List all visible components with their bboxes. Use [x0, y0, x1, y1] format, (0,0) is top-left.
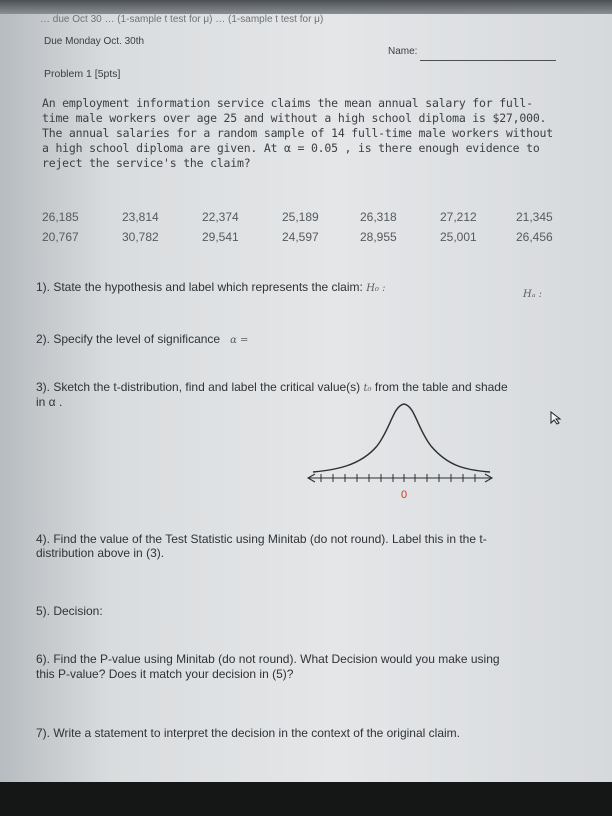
salary-row-2	[42, 230, 572, 246]
salary-value: 25,189	[282, 210, 319, 224]
paragraph-line: The annual salaries for a random sample of 14 full-time male workers without	[42, 126, 553, 140]
problem-paragraph	[42, 96, 587, 171]
alpha-symbol: α =	[230, 335, 249, 346]
salary-value: 25,001	[440, 230, 477, 244]
center-zero-label: 0	[400, 489, 408, 501]
h0-symbol: H₀ :	[366, 283, 386, 294]
header-strip: … due Oct 30 … (1-sample t test for μ) … (1-sample t test for μ)	[40, 14, 324, 25]
question-2	[36, 332, 248, 348]
salary-row-1	[42, 210, 572, 226]
question-3-line-2: in α .	[36, 395, 63, 409]
mouse-cursor-icon	[549, 411, 563, 425]
salary-value: 26,318	[360, 210, 397, 224]
salary-value: 22,374	[202, 210, 239, 224]
question-4-line-2: distribution above in (3).	[36, 546, 165, 560]
t-curve	[313, 404, 490, 472]
paragraph-line: a high school diploma are given. At α = 0.05 , is there enough evidence to	[42, 141, 540, 155]
page-top-edge	[0, 0, 612, 14]
salary-value: 20,767	[42, 230, 79, 244]
paragraph-line: reject the service's the claim?	[42, 156, 251, 170]
question-2-text: 2). Specify the level of significance	[36, 332, 221, 346]
salary-value: 27,212	[440, 210, 477, 224]
question-3	[36, 380, 508, 396]
ha-label	[523, 286, 542, 302]
t-distribution-graph	[305, 398, 500, 503]
ha-symbol: Hₐ :	[523, 289, 543, 300]
salary-value: 21,345	[516, 210, 553, 224]
due-date: Due Monday Oct. 30th	[44, 36, 145, 47]
name-label: Name:	[388, 46, 418, 57]
question-4: 4). Find the value of the Test Statistic using Minitab (do not round). Label this in the t-	[36, 532, 487, 546]
page-bottom-shadow	[0, 782, 612, 816]
salary-value: 23,814	[122, 210, 159, 224]
question-1	[36, 280, 385, 296]
salary-value: 26,185	[42, 210, 79, 224]
name-line	[420, 60, 556, 61]
question-6-line-2: this P-value? Does it match your decision in (5)?	[36, 667, 294, 681]
salary-value: 24,597	[282, 230, 319, 244]
question-5: 5). Decision:	[36, 604, 103, 618]
question-6: 6). Find the P-value using Minitab (do not round). What Decision would you make using	[36, 652, 500, 666]
question-3-text: 3). Sketch the t-distribution, find and label the critical value(s)	[36, 380, 361, 394]
paragraph-line: time male workers over age 25 and without a high school diploma is $27,000.	[42, 111, 547, 125]
salary-value: 28,955	[360, 230, 397, 244]
salary-value: 26,456	[516, 230, 553, 244]
question-3-text-b: from the table and shade	[374, 380, 508, 394]
problem-title: Problem 1 [5pts]	[44, 68, 121, 80]
question-7: 7). Write a statement to interpret the decision in the context of the original claim.	[36, 726, 460, 740]
paragraph-line: An employment information service claims the mean annual salary for full-	[42, 96, 533, 110]
t0-symbol: t₀	[363, 383, 372, 394]
salary-value: 30,782	[122, 230, 159, 244]
question-1-text: 1). State the hypothesis and label which represents the claim:	[36, 280, 363, 294]
salary-value: 29,541	[202, 230, 239, 244]
